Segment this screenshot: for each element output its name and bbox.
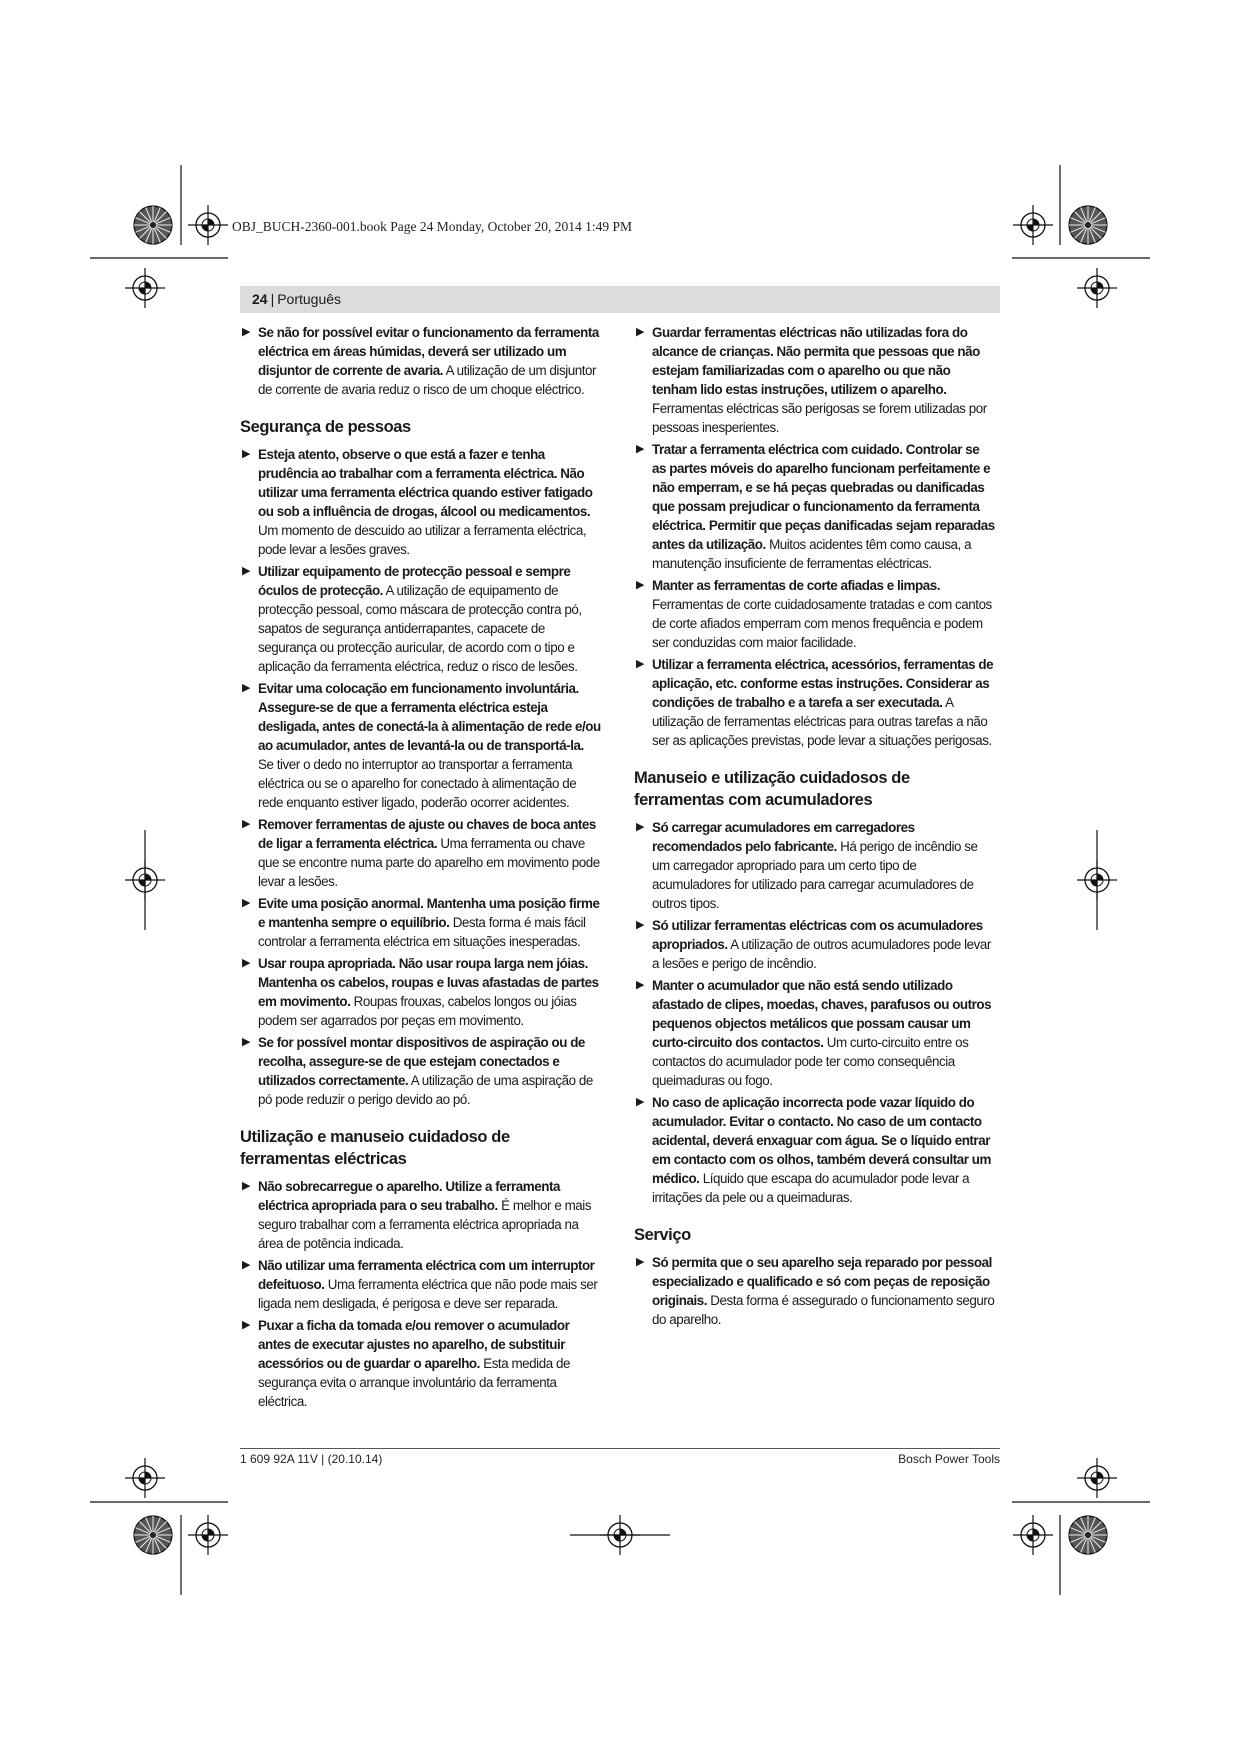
section-heading: Segurança de pessoas	[240, 418, 411, 436]
list-item	[634, 916, 996, 973]
bullet-icon: ▶	[636, 658, 645, 670]
warning-text: Se tiver o dedo no interruptor ao transportar a ferramenta eléctrica ou se o aparelho for conectado à alimentação de rede enquanto estiver ligado, poderão ocorrer acidentes.	[258, 757, 577, 810]
warning-text: A utilização de outros acumuladores pode levar a lesões e perigo de incêndio.	[652, 937, 991, 971]
list-item	[634, 655, 996, 750]
bullet-icon: ▶	[242, 1319, 251, 1331]
warning-bold: Utilizar a ferramenta eléctrica, acessórios, ferramentas de aplicação, etc. conforme estas instruções. Considerar as condições de trabalho e a tarefa a ser executada.	[652, 657, 994, 710]
warning-text: Ferramentas de corte cuidadosamente tratadas e com cantos de corte afiados emperram com menos frequência e podem ser conduzidas com maior facilidade.	[652, 597, 992, 650]
list-item	[634, 440, 996, 573]
list-item	[240, 1316, 602, 1411]
warning-bold: Não sobrecarregue o aparelho. Utilize a ferramenta eléctrica apropriada para o seu trabalho.	[258, 1179, 560, 1213]
warning-text: A utilização de ferramentas eléctricas para outras tarefas a não ser as aplicações previstas, pode levar a situações perigosas.	[652, 695, 992, 748]
warning-bold: Se não for possível evitar o funcionamento da ferramenta eléctrica em áreas húmidas, deverá ser utilizado um disjuntor de corrente de avaria.	[258, 325, 599, 378]
warning-bold: Guardar ferramentas eléctricas não utilizadas fora do alcance de crianças. Não permita que pessoas que não estejam familiarizadas com o aparelho ou que não tenham lido estas instruções, utilizem o aparelho.	[652, 325, 980, 397]
section-heading: Manuseio e utilização cuidadosos de ferramentas com acumuladores	[634, 769, 910, 809]
warning-text: É melhor e mais seguro trabalhar com a ferramenta eléctrica apropriada na área de potência indicada.	[258, 1198, 592, 1251]
warning-bold: Só permita que o seu aparelho seja reparado por pessoal especializado e qualificado e só com peças de reposição originais.	[652, 1255, 992, 1308]
list-item	[240, 323, 602, 399]
warning-bold: Remover ferramentas de ajuste ou chaves de boca antes de ligar a ferramenta eléctrica.	[258, 817, 596, 851]
bullet-icon: ▶	[242, 818, 251, 830]
bullet-icon: ▶	[242, 1180, 251, 1192]
warning-bold: Não utilizar uma ferramenta eléctrica com um interruptor defeituoso.	[258, 1258, 595, 1292]
warning-text: Uma ferramenta eléctrica que não pode mais ser ligada nem desligada, é perigosa e deve ser reparada.	[258, 1277, 598, 1311]
list-item	[634, 323, 996, 437]
warning-text: Ferramentas eléctricas são perigosas se forem utilizadas por pessoas inesperientes.	[652, 401, 987, 435]
warning-bold: Esteja atento, observe o que está a fazer e tenha prudência ao trabalhar com a ferramenta eléctrica. Não utilizar uma ferramenta eléctrica quando estiver fatigado ou sob a influência de drogas, álcool ou medicamentos.	[258, 447, 593, 519]
list-item	[240, 562, 602, 676]
bullet-icon: ▶	[242, 1259, 251, 1271]
warning-text: Muitos acidentes têm como causa, a manutenção insuficiente de ferramentas eléctricas.	[652, 537, 972, 571]
list-item	[240, 445, 602, 559]
warning-bold: Manter as ferramentas de corte afiadas e limpas.	[652, 578, 941, 593]
section-heading: Serviço	[634, 1226, 691, 1244]
warning-text: Um momento de descuido ao utilizar a ferramenta eléctrica, pode levar a lesões graves.	[258, 523, 587, 557]
warning-text: A utilização de uma aspiração de pó pode reduzir o perigo devido ao pó.	[258, 1073, 593, 1107]
bullet-icon: ▶	[636, 1256, 645, 1268]
footer-brand: Bosch Power Tools	[898, 1452, 1000, 1466]
bullet-icon: ▶	[242, 682, 251, 694]
warning-bold: Tratar a ferramenta eléctrica com cuidado. Controlar se as partes móveis do aparelho funcionam perfeitamente e não emperram, e se há peças quebradas ou danificadas que possam prejudicar o funcionamento da ferramenta eléctrica. Permitir que peças danificadas sejam reparadas antes da utilização.	[652, 442, 995, 552]
page-header	[240, 286, 1000, 313]
list-item	[634, 576, 996, 652]
list-item	[240, 1256, 602, 1313]
bullet-icon: ▶	[636, 326, 645, 338]
bullet-icon: ▶	[242, 448, 251, 460]
list-item	[240, 1177, 602, 1253]
warning-text: Há perigo de incêndio se um carregador apropriado para um certo tipo de acumuladores for utilizado para carregar acumuladores de outros tipos.	[652, 839, 978, 911]
left-column	[240, 323, 602, 1414]
bullet-icon: ▶	[636, 443, 645, 455]
bullet-icon: ▶	[636, 1096, 645, 1108]
bullet-icon: ▶	[636, 979, 645, 991]
list-item	[634, 1253, 996, 1329]
list-item	[634, 1093, 996, 1207]
warning-text: A utilização de um disjuntor de corrente de avaria reduz o risco de um choque eléctrico.	[258, 363, 596, 397]
bullet-icon: ▶	[242, 326, 251, 338]
print-header: OBJ_BUCH-2360-001.book Page 24 Monday, October 20, 2014 1:49 PM	[232, 219, 632, 234]
warning-bold: Usar roupa apropriada. Não usar roupa larga nem jóias. Mantenha os cabelos, roupas e luvas afastadas de partes em movimento.	[258, 956, 599, 1009]
warning-text: Desta forma é assegurado o funcionamento seguro do aparelho.	[652, 1293, 995, 1327]
bullet-icon: ▶	[636, 821, 645, 833]
list-item	[240, 679, 602, 812]
warning-bold: Se for possível montar dispositivos de aspiração ou de recolha, assegure-se de que estejam conectados e utilizados correctamente.	[258, 1035, 585, 1088]
list-item	[240, 894, 602, 951]
warning-text: Uma ferramenta ou chave que se encontre numa parte do aparelho em movimento pode levar a lesões.	[258, 836, 600, 889]
bullet-icon: ▶	[636, 579, 645, 591]
list-item	[634, 976, 996, 1090]
warning-bold: Só carregar acumuladores em carregadores recomendados pelo fabricante.	[652, 820, 915, 854]
warning-bold: Só utilizar ferramentas eléctricas com os acumuladores apropriados.	[652, 918, 983, 952]
bullet-icon: ▶	[242, 957, 251, 969]
bullet-icon: ▶	[242, 1036, 251, 1048]
footer-doc-id: 1 609 92A 11V | (20.10.14)	[240, 1452, 383, 1466]
bullet-icon: ▶	[636, 919, 645, 931]
warning-bold: No caso de aplicação incorrecta pode vazar líquido do acumulador. Evitar o contacto. No caso de um contacto acidental, deverá enxaguar com água. Se o líquido entrar em contacto com os olhos, também deverá consultar um médico.	[652, 1095, 991, 1186]
section-heading: Utilização e manuseio cuidadoso de ferramentas eléctricas	[240, 1128, 510, 1168]
page-number: 24	[252, 291, 268, 307]
warning-text: Desta forma é mais fácil controlar a ferramenta eléctrica em situações inesperadas.	[258, 915, 586, 949]
warning-bold: Evite uma posição anormal. Mantenha uma posição firme e mantenha sempre o equilíbrio.	[258, 896, 600, 930]
warning-text: Um curto-circuito entre os contactos do acumulador pode ter como consequência queimaduras ou fogo.	[652, 1035, 969, 1088]
warning-bold: Utilizar equipamento de protecção pessoal e sempre óculos de protecção.	[258, 564, 571, 598]
bullet-icon: ▶	[242, 565, 251, 577]
list-item	[634, 818, 996, 913]
list-item	[240, 1033, 602, 1109]
warning-text: A utilização de equipamento de protecção pessoal, como máscara de protecção contra pó, sapatos de segurança antiderrapantes, capacete de segurança ou protecção auricular, de acordo com o tipo e aplicação da ferramenta eléctrica, reduz o risco de lesões.	[258, 583, 582, 674]
footer-rule	[240, 1448, 1000, 1449]
warning-bold: Manter o acumulador que não está sendo utilizado afastado de clipes, moedas, chaves, parafusos ou outros pequenos objectos metálicos que possam causar um curto-circuito dos contactos.	[652, 978, 992, 1050]
warning-bold: Evitar uma colocação em funcionamento involuntária. Assegure-se de que a ferramenta eléctrica esteja desligada, antes de conectá-la à alimentação de rede e/ou ao acumulador, antes de levantá-la ou de transportá-la.	[258, 681, 601, 753]
bullet-icon: ▶	[242, 897, 251, 909]
right-column	[634, 323, 996, 1332]
list-item	[240, 815, 602, 891]
warning-text: Líquido que escapa do acumulador pode levar a irritações da pele ou a queimaduras.	[652, 1171, 970, 1205]
list-item	[240, 954, 602, 1030]
warning-text: Roupas frouxas, cabelos longos ou jóias podem ser agarrados por peças em movimento.	[258, 994, 577, 1028]
header-separator: |	[270, 291, 275, 307]
warning-text: Esta medida de segurança evita o arranque involuntário da ferramenta eléctrica.	[258, 1356, 570, 1409]
warning-bold: Puxar a ficha da tomada e/ou remover o acumulador antes de executar ajustes no aparelho, de substituir acessórios ou de guardar o aparelho.	[258, 1318, 570, 1371]
section-title: Português	[277, 291, 342, 307]
